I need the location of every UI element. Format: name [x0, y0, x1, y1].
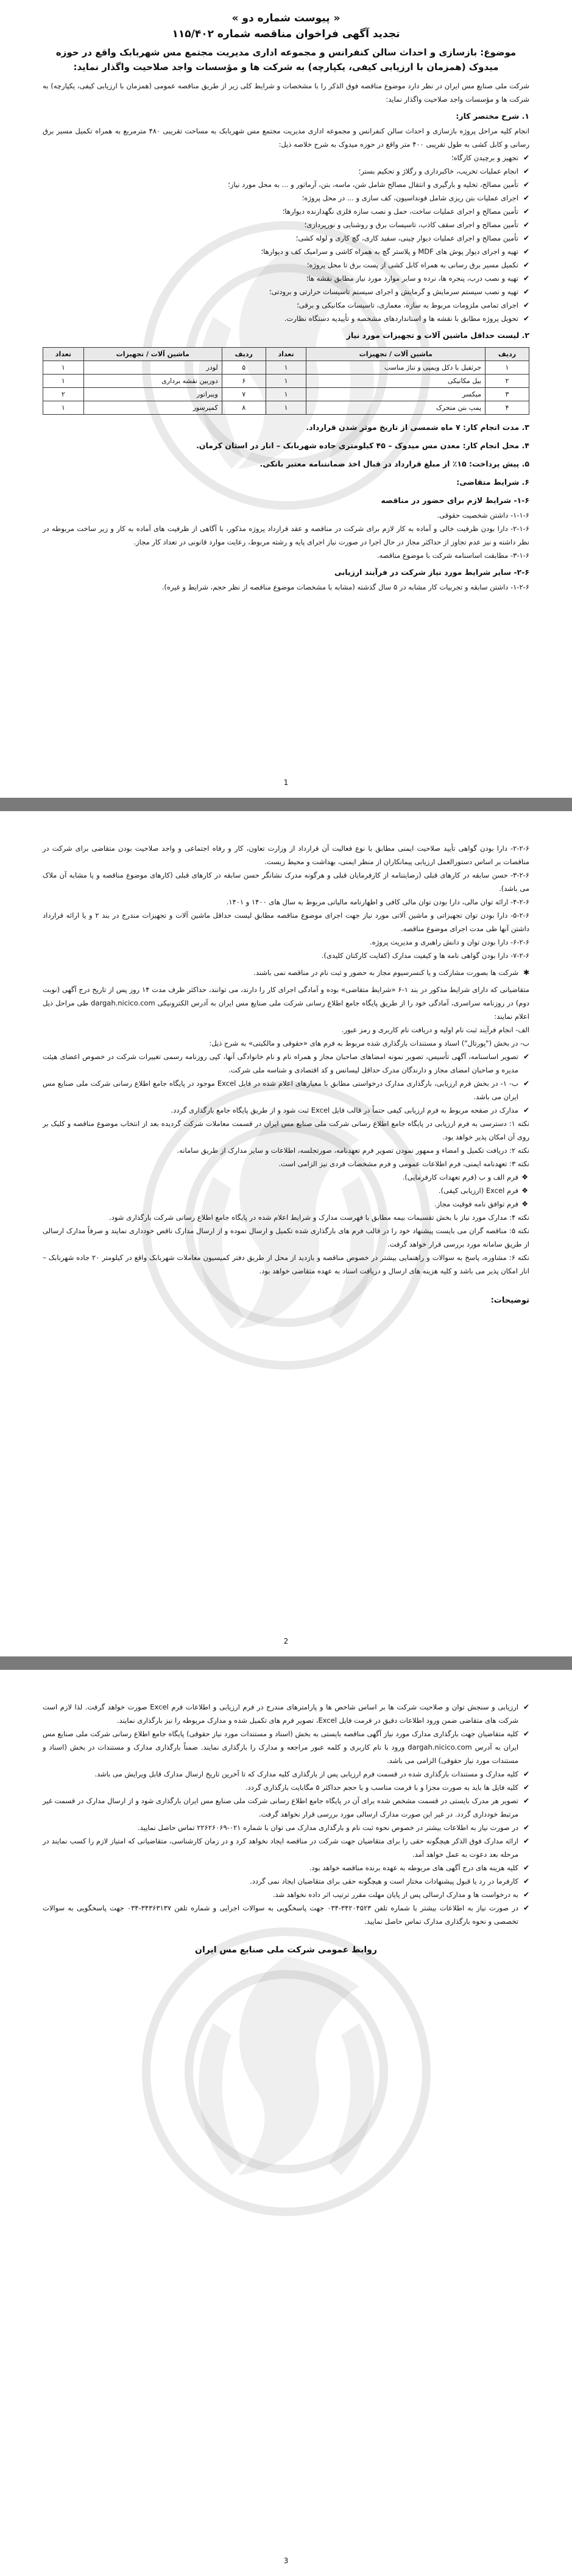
table-cell: ۱	[266, 388, 306, 401]
section-1-title: ۱. شرح مختصر کار:	[456, 111, 529, 121]
form-item: ❖ فرم الف و ب (فرم تعهدات کارفرمایی).	[43, 1170, 529, 1184]
section-6-1-title: ۱-۶- شرایط لازم برای حضور در مناقصه	[381, 496, 529, 505]
document-page-3	[0, 1670, 572, 2576]
table-cell: میکسر	[306, 388, 485, 401]
form-item: ❖ فرم توافق نامه فوقیت مجاز.	[43, 1197, 529, 1211]
scope-item: ✔ انجام عملیات تخریب، خاکبرداری و رگلاژ و تحکیم بستر؛	[43, 164, 529, 178]
document-item: ✔ ب- ۱- در بخش فرم ارزیابی، بارگذاری مدارک درخواستی مطابق با معیارهای اعلام شده در فایل Excel موجود در پایگاه جامع اطلاع رسانی شرکت ملی صنایع مس ایران می باشد.	[43, 1077, 529, 1103]
table-cell: ۲	[43, 388, 84, 401]
requirement-item: ۷-۲-۶- دارا بودن گواهی نامه ها و کیفیت مدارک (کفایت کارکنان کلیدی).	[321, 951, 529, 960]
requirement-item: ۳-۲-۶- حسن سابقه در کارهای قبلی (رضایتنامه از کارفرمایان قبلی و هرگونه مدرک نشانگر حسن سابقه در کارهای قبلی (کارهای موضوع مناقصه و یا مشابه آن ملاک می باشد).	[43, 871, 529, 893]
document-page-2	[0, 811, 572, 1656]
page-number: 1	[283, 778, 289, 787]
checkmark-icon: ✔	[523, 261, 529, 269]
tender-subject: موضوع: بازسازی و احداث سالن کنفرانس و مجموعه اداری مدیریت مجتمع مس شهربابک واقع در حوزه میدوک (همزمان با ارزیابی کیفی، یکپارچه) به شرکت ها و مؤسسات واجد صلاحیت واگذار نماید:	[55, 47, 517, 72]
table-cell: کمپرسور	[83, 401, 222, 415]
table-header-row	[43, 348, 529, 361]
scope-item: ✔ اجرای تمامی ملزومات مربوط به سازه، معماری، تاسیسات مکانیکی و برقی؛	[43, 298, 529, 312]
instruction-item: ✔ ارزیابی و سنجش توان و صلاحیت شرکت ها بر اساس شاخص ها و پارامترهای مندرج در فرم ارزیابی و اطلاعات فرم Excel صورت خواهد گرفت. لذا لازم است شرکت های متقاضی ضمن ورود اطلاعات دقیق در فرمت فایل Excel، تصویر فرم های تکمیل شده و مدارک مربوطه را نیز بارگذاری نمایند.	[43, 1700, 529, 1727]
step-beta: ب- در بخش ("پورتال") اسناد و مستندات بارگذاری شده مربوط به فرم های «حقوقی و مالکیتی» به شرح ذیل:	[209, 1039, 529, 1047]
instruction-item: ✔ کلیه هزینه های درج آگهی های مربوطه به عهده برنده مناقصه خواهد بود.	[43, 1861, 529, 1874]
signature-public-relations: روابط عمومی شرکت ملی صنایع مس ایران	[195, 1945, 377, 1955]
application-instructions: متقاضیانی که دارای شرایط مذکور در بند ۱-۶ «شرایط متقاضی» بوده و آمادگی اجرای کار را دارند، می توانند، حداکثر ظرف مدت ۱۴ روز پس از تاریخ درج آگهی (نوبت دوم) در روزنامه سراسری، آمادگی خود را از طریق پایگاه جامع اطلاع رسانی شرکت ملی صنایع مس ایران به آدرس الکترونیکی dargah.nicico.com طی مراحل ذیل اعلام نمایند:	[43, 985, 529, 1021]
table-cell: ۷	[222, 388, 266, 401]
form-item: ❖ فرم Excel (ارزیابی کیفی).	[43, 1184, 529, 1197]
checkmark-icon: ✔	[523, 1863, 529, 1872]
table-cell: جرثقیل با دکل ویمپی و تناژ مناسب	[306, 361, 485, 375]
table-cell: ۶	[222, 375, 266, 388]
checkmark-icon: ✔	[523, 301, 529, 309]
requirement-item: ۳-۱-۶- مطابقت اساسنامه شرکت با موضوع مناقصه.	[376, 551, 529, 560]
table-cell: ۱	[485, 361, 529, 375]
scope-list	[43, 151, 529, 325]
instruction-item: ✔ کارفرما در رد یا قبول پیشنهادات مختار است و هیچگونه حقی برای متقاضیان ایجاد نمی گردد.	[43, 1874, 529, 1888]
checkmark-icon: ✔	[523, 234, 529, 242]
section-2-title: ۲. لیست حداقل ماشین آلات و تجهیزات مورد نیاز	[346, 331, 529, 340]
section-1-body: انجام کلیه مراحل پروژه بازسازی و احداث سالن کنفرانس و مجموعه اداری مدیریت مجتمع مس شهربابک به مساحت تقریبی ۴۸۰ مترمربع به همراه تکمیل مسیر برق رسانی و کابل کشی به طول تقریبی ۴۰۰ متر واقع در حوزه میدوک به شرح خلاصه ذیل:	[43, 127, 529, 149]
diamond-bullet-icon: ❖	[521, 1173, 528, 1181]
page-number: 2	[283, 1637, 289, 1645]
scope-item: ✔ تهیه و نصب سیستم سرمایش و گرمایش و اجرای سیستم تاسیسات حرارتی و برودتی؛	[43, 285, 529, 298]
checkmark-icon: ✔	[523, 153, 529, 162]
note-item: نکته ۴: مدارک مورد نیاز با بخش تقسیمات بیمه مطابق با فهرست مدارک و شرایط اعلام شده در پایگاه جامع اطلاع رسانی شرکت بارگذاری شود.	[109, 1213, 529, 1222]
document-page-1	[0, 0, 572, 798]
checkmark-icon: ✔	[523, 207, 529, 216]
section-6-2-title: ۲-۶- سایر شرایط مورد نیاز شرکت در فرآیند ارزیابی	[334, 568, 529, 577]
checkmark-icon: ✔	[523, 1877, 529, 1885]
checkmark-icon: ✔	[523, 1797, 529, 1805]
table-cell: لودر	[83, 361, 222, 375]
scope-item: ✔ تأمین مصالح، تخلیه و بارگیری و انتقال مصالح شامل شن، ماسه، بتن، آرماتور و ... به محل مورد نیاز؛	[43, 178, 529, 191]
instruction-item: ✔ کلیه مدارک و مستندات بارگذاری شده در قسمت فرم ارزیابی پس از بارگذاری کلیه مدارک که تا آخرین تاریخ ارسال مدارک قابل ویرایش می باشد.	[43, 1767, 529, 1781]
checkmark-icon: ✔	[523, 167, 529, 175]
section-3-duration: ۳. مدت انجام کار: ۷ ماه شمسی از تاریخ موثر شدن قرارداد.	[306, 423, 529, 432]
checkmark-icon: ✔	[523, 1837, 529, 1845]
checkmark-icon: ✔	[523, 220, 529, 229]
note-item: نکته ۱: دسترسی به فرم ارزیابی در پایگاه جامع اطلاع رسانی شرکت ملی صنایع مس ایران در قسمت معاملات شرکت گردیده بعد از انتخاب موضوع مناقصه و کلیک بر روی آن امکان پذیر خواهد بود.	[43, 1119, 530, 1141]
notes-title: توضیحات:	[490, 1296, 529, 1305]
star-icon: ✱	[523, 968, 529, 977]
consortium-note: ✱ شرکت ها بصورت مشارکت و یا کنسرسیوم مجاز به حضور و ثبت نام در مناقصه نمی باشند.	[43, 966, 529, 979]
table-cell: ۱	[266, 401, 306, 415]
requirement-item: ۲-۲-۶- دارا بودن گواهی تأیید صلاحیت ایمنی مطابق با نوع فعالیت آن قرارداد از وزارت تعاون، کار و رفاه اجتماعی و واجد صلاحیت بودن متقاضی برای شرکت در مناقصات بر اساس دستورالعمل ارزیابی پیمانکاران از منظر ایمنی، بهداشت و محیط زیست.	[43, 844, 529, 866]
table-cell: ۱	[43, 375, 84, 388]
checkmark-icon: ✔	[523, 1079, 529, 1088]
header-cell: تعداد	[266, 348, 306, 361]
section-5-prepayment: ۵. پیش پرداخت: ۱۵٪ از مبلغ قرارداد در قبال اخذ ضمانتنامه معتبر بانکی.	[260, 459, 529, 468]
scope-item: ✔ اجرای عملیات بتن ریزی شامل فونداسیون، کف سازی و ... در محل پروژه؛	[43, 191, 529, 205]
note-item: نکته ۳: تعهدنامه ایمنی، فرم اطلاعات عمومی و فرم مشخصات فردی نیز الزامی است.	[278, 1160, 529, 1168]
scope-item: ✔ تأمین مصالح و اجرای عملیات ساخت، حمل و نصب سازه فلزی نگهدارنده دیوارها؛	[43, 205, 529, 218]
checkmark-icon: ✔	[523, 1730, 529, 1738]
section-4-location: ۴. محل انجام کار: معدن مس میدوک – ۴۵ کیلومتری جاده شهربابک – انار در استان کرمان.	[196, 441, 529, 450]
annex-title: « پیوست شماره دو »	[231, 12, 341, 24]
table-cell: پمپ بتن متحرک	[306, 401, 485, 415]
table-row	[43, 401, 529, 415]
instruction-item: ✔ ارائه مدارک فوق الذکر هیچگونه حقی را برای متقاضیان جهت شرکت در مناقصه ایجاد نخواهد کرد و در زمان کارشناسی، متقاضیانی که امتیاز لازم را کسب نمایند در مرحله بعد دعوت به عمل خواهد آمد.	[43, 1834, 529, 1861]
scope-item: ✔ تأمین مصالح و اجرای سقف کاذب، تاسیسات برق و روشنایی و نورپردازی؛	[43, 218, 529, 231]
checkmark-icon: ✔	[523, 274, 529, 283]
table-row	[43, 361, 529, 375]
checkmark-icon: ✔	[523, 1703, 529, 1711]
table-cell: ۱	[43, 361, 84, 375]
scope-item: ✔ تحویل پروژه مطابق با نقشه ها و استانداردهای مشخصه و تأییدیه دستگاه نظارت.	[43, 312, 529, 325]
checkmark-icon: ✔	[523, 287, 529, 296]
checkmark-icon: ✔	[523, 194, 529, 202]
requirement-item: ۱-۲-۶- داشتن سابقه و تجربیات کار مشابه در ۵ سال گذشته (مشابه با مشخصات موضوع مناقصه از نظر حجم، شرایط و غیره).	[161, 583, 529, 591]
instruction-item: ✔ به درخواست ها و مدارک ارسالی پس از پایان مهلت مقرر ترتیب اثر داده نخواهد شد.	[43, 1888, 529, 1901]
equipment-table	[43, 347, 529, 415]
header-cell: ماشین آلات / تجهیزات	[83, 348, 222, 361]
requirement-item: ۶-۲-۶- دارا بودن توان و دانش راهبری و مدیریت پروژه.	[370, 938, 529, 946]
scope-item: ✔ تجهیز و برچیدن کارگاه؛	[43, 151, 529, 164]
step-alpha: الف- انجام فرآیند ثبت نام اولیه و دریافت نام کاربری و رمز عبور.	[341, 1026, 529, 1034]
requirement-item: ۱-۱-۶- داشتن شخصیت حقوقی.	[437, 511, 529, 519]
table-cell: ۲	[485, 375, 529, 388]
checkmark-icon: ✔	[523, 314, 529, 323]
table-cell: بیل مکانیکی	[306, 375, 485, 388]
checkmark-icon: ✔	[523, 1890, 529, 1899]
document-item: ✔ مدارک در صفحه مربوط به فرم ارزیابی کیفی حتماً در قالب فایل Excel ثبت شود و از طریق پایگاه جامع بارگذاری گردد.	[43, 1103, 529, 1117]
checkmark-icon: ✔	[523, 1823, 529, 1832]
table-cell: دوربین نقشه برداری	[83, 375, 222, 388]
instruction-item: ✔ کلیه متقاضیان جهت بارگذاری مدارک مورد نیاز آگهی مناقصه بایستی به بخش (اسناد و مستندات مورد نیاز حقوقی) پایگاه جامع اطلاع رسانی شرکت ملی صنایع مس ایران به آدرس dargah.nicico.com ورود با نام کاربری و کلمه عبور مراجعه و مدارک را بارگذاری نمایند. ضمناً بارگذاری مدارک و مستندات در بخش (اسناد و مستندات مورد نیاز حقوقی) الزامی می باشد.	[43, 1727, 529, 1767]
intro-paragraph: شرکت ملی صنایع مس ایران در نظر دارد موضوع مناقصه فوق الذکر را با مشخصات و شرایط کلی زیر از طریق مناقصه عمومی (همزمان با ارزیابی کیفی، یکپارچه) به شرکت ها و مؤسسات واجد صلاحیت واگذار نماید:	[43, 82, 529, 104]
requirement-item: ۲-۱-۶- دارا بودن ظرفیت خالی و آماده به کار لازم برای شرکت در مناقصه و عقد قرارداد پروژه مذکور، با آگاهی از ظرفیت های آماده به کار و زیر ساخت مربوطه در نظر داشته و نیز عدم تجاوز از حداکثر مجاز در حال اجرا در صورت نیاز اجرای پایه و رشته مربوط، رعایت موارد قانونی در تعداد کار مجاز.	[43, 524, 529, 546]
note-item: نکته ۶: مشاوره، پاسخ به سوالات و راهنمایی بیشتر در خصوص مناقصه و بازدید از محل از طریق دفتر کمیسیون معاملات شهربابک واقع در کیلومتر ۲۰ جاده شهربابک – انار امکان پذیر می باشد و کلیه هزینه های ارسال و دریافت اسناد به عهده متقاضی خواهد بود.	[43, 1253, 529, 1275]
header-cell: ردیف	[222, 348, 266, 361]
document-item: ✔ تصویر اساسنامه، آگهی تأسیس، تصویر نمونه امضاهای صاحبان مجاز و همراه نام و نام خانوادگی آنها، کپی روزنامه رسمی تغییرات شرکت در خصوص اعضای هیئت مدیره و صاحبان امضای مجاز و دارندگان مدرک حداقل لیسانس و کد اقتصادی و شناسه ملی شرکت.	[43, 1050, 529, 1077]
header-cell: تعداد	[43, 348, 84, 361]
scope-item: ✔ تکمیل مسیر برق رسانی به همراه کابل کشی از پست برق تا محل پروژه؛	[43, 258, 529, 272]
requirement-item: ۵-۲-۶- دارا بودن توان تجهیزاتی و ماشین آلاتی مورد نیاز جهت اجرای موضوع مناقصه مطابق لیست حداقل ماشین آلات و تجهیزات مندرج در بند ۲ و یا ارائه قرارداد داشتن آنها طی مدت اجرای موضوع مناقصه.	[43, 911, 529, 933]
note-item: نکته ۲: دریافت تکمیل و امضاء و ممهور نمودن تصویر فرم تعهدنامه، صورتجلسه، اطلاعات و سایر مدارک از طریق سامانه.	[177, 1146, 529, 1155]
section-6-title: ۶. شرایط متقاضی:	[456, 477, 529, 487]
checkmark-icon: ✔	[523, 247, 529, 256]
table-cell: ۵	[222, 361, 266, 375]
requirement-item: ۴-۲-۶- ارائه توان مالی، دارا بودن توان مالی کافی و اظهارنامه مالیاتی مربوط به سال های ۱۴۰۰ و ۱۴۰۱.	[226, 898, 529, 906]
table-row	[43, 375, 529, 388]
scope-item: ✔ تأمین مصالح و اجرای عملیات دیوار چینی، سفید کاری، گچ کاری و لوله کشی؛	[43, 231, 529, 245]
instruction-item: ✔ در صورت نیاز به اطلاعات بیشتر در خصوص نحوه ثبت نام و بارگذاری مدارک می توان با شماره ۰۲۱-۲۲۶۲۶۰۶۹ تماس حاصل نمایید.	[43, 1821, 529, 1834]
page-number: 3	[283, 2557, 289, 2565]
table-cell: ۴	[485, 401, 529, 415]
table-cell: ۸	[222, 401, 266, 415]
table-row	[43, 388, 529, 401]
checkmark-icon: ✔	[523, 1783, 529, 1792]
scope-item: ✔ تهیه و نصب درب، پنجره ها، نرده و سایر موارد مورد نیاز مطابق نقشه ها؛	[43, 272, 529, 285]
instruction-item: ✔ کلیه فایل ها باید به صورت مجزا و با فرمت مناسب و با حجم حداکثر ۵ مگابایت بارگذاری گردد.	[43, 1781, 529, 1794]
table-cell: ۱	[43, 401, 84, 415]
header-cell: ماشین آلات / تجهیزات	[306, 348, 485, 361]
table-cell: ویبراتور	[83, 388, 222, 401]
checkmark-icon: ✔	[523, 1770, 529, 1778]
instruction-item: ✔ در صورت نیاز به اطلاعات بیشتر با شماره تلفن ۳۴۲۰۴۵۲۳-۰۳۴ جهت پاسخگویی به سوالات اجرایی و شماره تلفن ۳۴۳۶۳۱۳۷-۰۳۴ جهت پاسخگویی به سوالات تخصصی و نحوه بارگذاری مدارک تماس حاصل نمایید.	[43, 1901, 529, 1928]
instruction-item: ✔ تصویر هر مدرک بایستی در قسمت مشخص شده برای آن در پایگاه جامع اطلاع رسانی شرکت ملی صنایع مس ایران بارگذاری شود و از ارسال مدارک در قسمت غیر مرتبط خودداری گردد. در غیر این صورت مدارک ارسالی مورد بررسی قرار نخواهد گرفت.	[43, 1794, 529, 1821]
checkmark-icon: ✔	[523, 1904, 529, 1912]
checkmark-icon: ✔	[523, 1052, 529, 1061]
diamond-bullet-icon: ❖	[521, 1186, 528, 1195]
table-cell: ۱	[266, 361, 306, 375]
table-cell: ۳	[485, 388, 529, 401]
note-item: نکته ۵: مناقصه گران می بایست پیشنهاد خود را در قالب فرم های بارگذاری شده تکمیل و ارسال نموده و از ارسال مدارک ناقص خودداری نمایند و صرفاً مدارک ارسالی از طریق سامانه مورد بررسی قرار خواهد گرفت.	[43, 1226, 530, 1248]
checkmark-icon: ✔	[523, 1106, 529, 1114]
tender-title: تجدید آگهی فراخوان مناقصه شماره ۱۱۵/۴۰۲	[172, 28, 400, 40]
diamond-bullet-icon: ❖	[521, 1200, 528, 1208]
scope-item: ✔ تهیه و اجرای دیوار پوش های MDF و پلاستر گچ به همراه کاشی و سرامیک کف و دیوارها؛	[43, 245, 529, 258]
table-cell: ۱	[266, 375, 306, 388]
header-cell: ردیف	[485, 348, 529, 361]
checkmark-icon: ✔	[523, 180, 529, 189]
